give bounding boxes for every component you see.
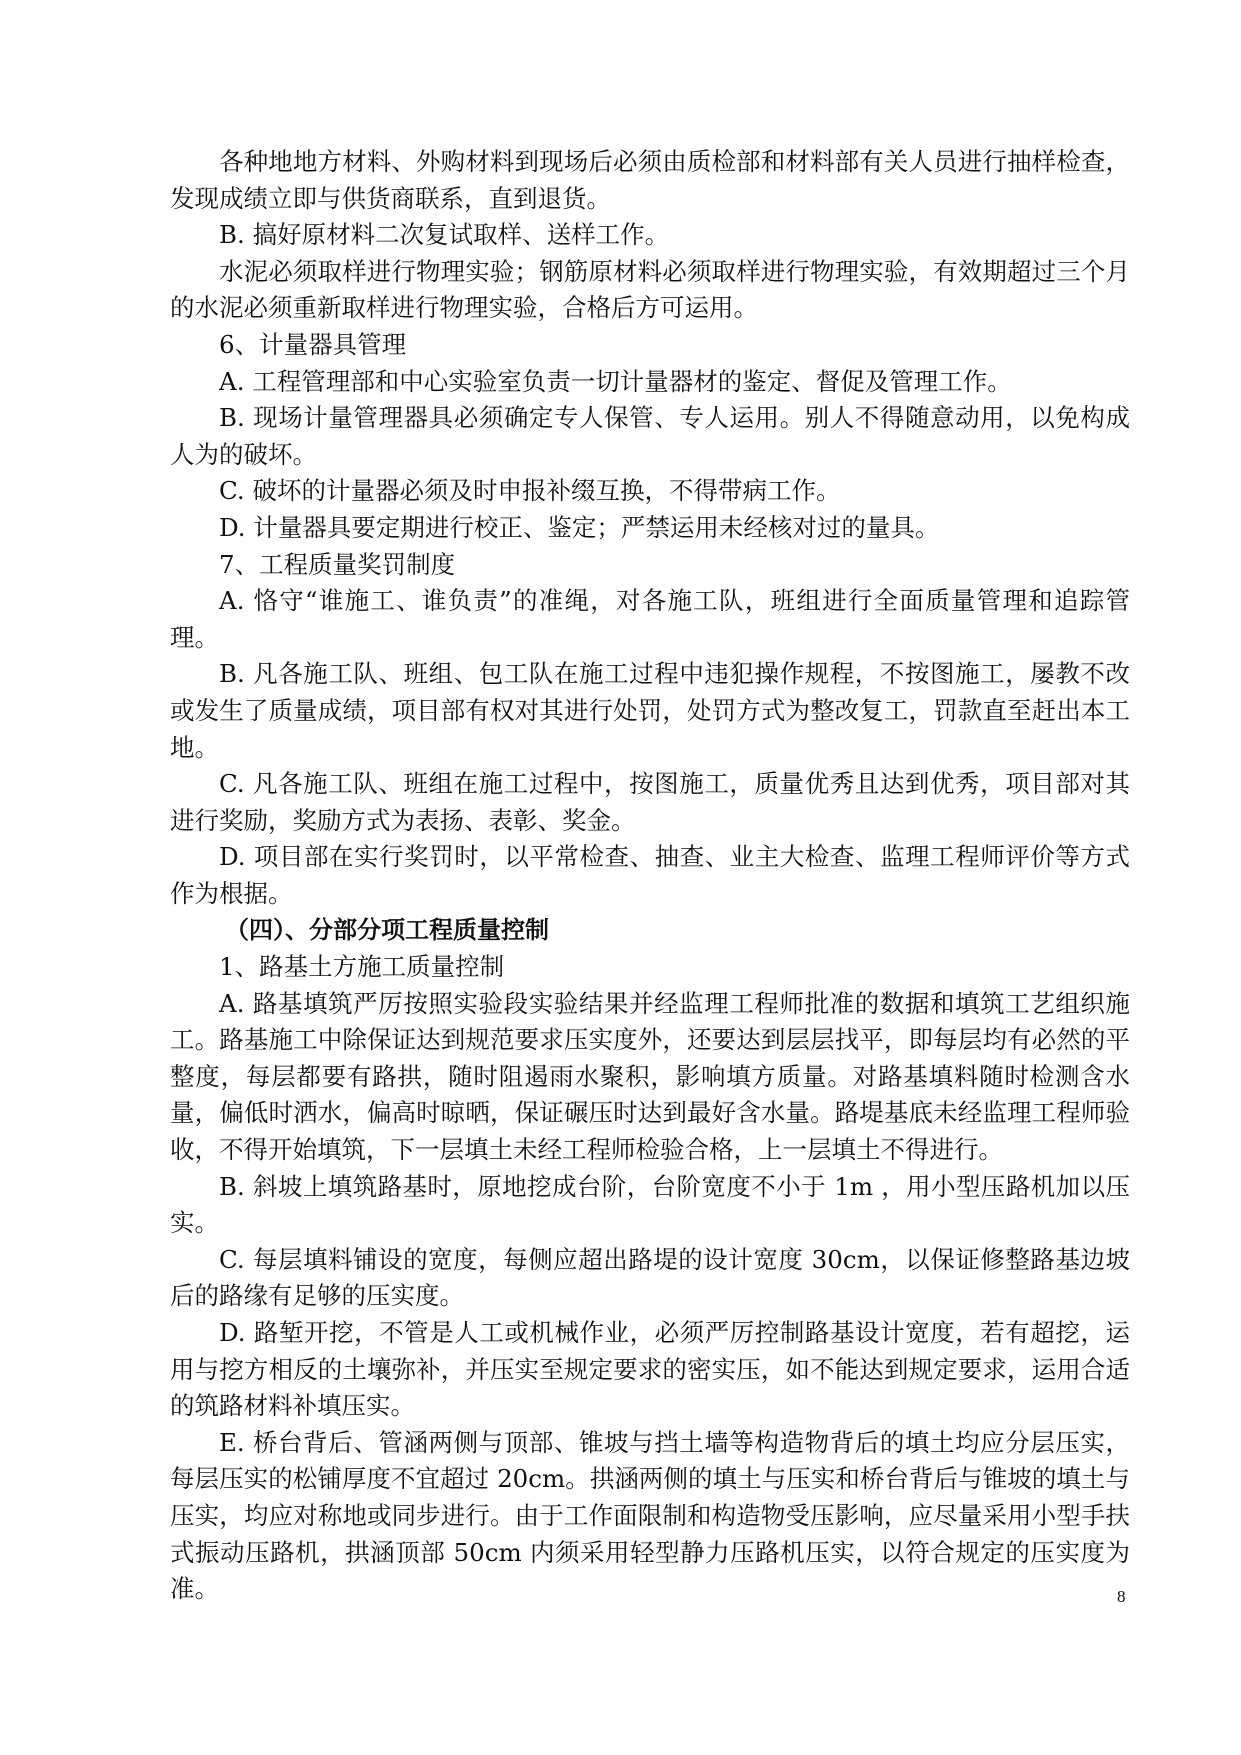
- paragraph-subgrade-a: A. 路基填筑严厉按照实验段实验结果并经监理工程师批准的数据和填筑工艺组织施工。路基施工中除保证达到规范要求压实度外，还要达到层层找平，即每层均有必然的平整度，每层都要有路拱，随时阻遏雨水聚积，影响填方质量。对路基填料随时检测含水量，偏低时洒水，偏高时晾晒，保证碾压时达到最好含水量。路堤基底未经监理工程师验收，不得开始填筑，下一层填土未经工程师检验合格，上一层填土不得进行。: [170, 988, 1130, 1165]
- paragraph-subgrade-c: C. 每层填料铺设的宽度，每侧应超出路堤的设计宽度 30cm，以保证修整路基边坡后的路缘有足够的压实度。: [170, 1244, 1130, 1311]
- paragraph-instruments-a: A. 工程管理部和中心实验室负责一切计量器材的鉴定、督促及管理工作。: [219, 366, 1012, 396]
- paragraph-subgrade-d: D. 路堑开挖，不管是人工或机械作业，必须严厉控制路基设计宽度，若有超挖，运用与挖方相反的土壤弥补，并压实至规定要求的密实压，如不能达到规定要求，运用合适的筑路材料补填压实。: [170, 1318, 1130, 1421]
- paragraph-instruments-c: C. 破坏的计量器必须及时申报补缀互换，不得带病工作。: [219, 476, 841, 506]
- section-heading-measuring-instruments: 6、计量器具管理: [219, 329, 407, 359]
- section-heading-subgrade-earthwork: 1、路基土方施工质量控制: [219, 952, 505, 982]
- paragraph-retest-sampling: B. 搞好原材料二次复试取样、送样工作。: [219, 220, 670, 250]
- paragraph-rewards-b: B. 凡各施工队、班组、包工队在施工过程中违犯操作规程，不按图施工，屡教不改或发生了质量成绩，项目部有权对其进行处罚，处罚方式为整改复工，罚款直至赶出本工地。: [170, 659, 1130, 762]
- section-heading-quality-rewards: 7、工程质量奖罚制度: [219, 549, 456, 579]
- paragraph-subgrade-b: B. 斜坡上填筑路基时，原地挖成台阶，台阶宽度不小于 1m ，用小型压路机加以压实。: [170, 1171, 1130, 1238]
- paragraph-cement-steel-testing: 水泥必须取样进行物理实验；钢筋原材料必须取样进行物理实验，有效期超过三个月的水泥必须重新取样进行物理实验，合格后方可运用。: [170, 256, 1130, 323]
- section-heading-subproject-quality: （四）、分部分项工程质量控制: [225, 916, 549, 945]
- paragraph-rewards-a: A. 恪守“谁施工、谁负责”的准绳，对各施工队，班组进行全面质量管理和追踪管理。: [170, 586, 1130, 652]
- paragraph-instruments-d: D. 计量器具要定期进行校正、鉴定；严禁运用未经核对过的量具。: [219, 512, 940, 542]
- page-number: 8: [1117, 1587, 1126, 1606]
- paragraph-instruments-b: B. 现场计量管理器具必须确定专人保管、专人运用。别人不得随意动用，以免构成人为的破坏。: [170, 403, 1130, 469]
- paragraph-rewards-c: C. 凡各施工队、班组在施工过程中，按图施工，质量优秀且达到优秀，项目部对其进行奖励，奖励方式为表扬、表彰、奖金。: [170, 769, 1130, 835]
- paragraph-rewards-d: D. 项目部在实行奖罚时，以平常检查、抽查、业主大检查、监理工程师评价等方式作为根据。: [170, 842, 1130, 908]
- paragraph-material-inspection: 各种地地方材料、外购材料到现场后必须由质检部和材料部有关人员进行抽样检查，发现成绩立即与供货商联系，直到退货。: [170, 147, 1130, 213]
- document-body: [170, 144, 1130, 1608]
- paragraph-subgrade-e: E. 桥台背后、管涵两侧与顶部、锥坡与挡土墙等构造物背后的填土均应分层压实，每层压实的松铺厚度不宜超过 20cm。拱涵两侧的填土与压实和桥台背后与锥坡的填土与压实，均应对称地或同步进行。由于工作面限制和构造物受压影响，应尽量采用小型手扶式振动压路机，拱涵顶部 50cm 内须采用轻型静力压路机压实，以符合规定的压实度为准。: [170, 1427, 1130, 1604]
